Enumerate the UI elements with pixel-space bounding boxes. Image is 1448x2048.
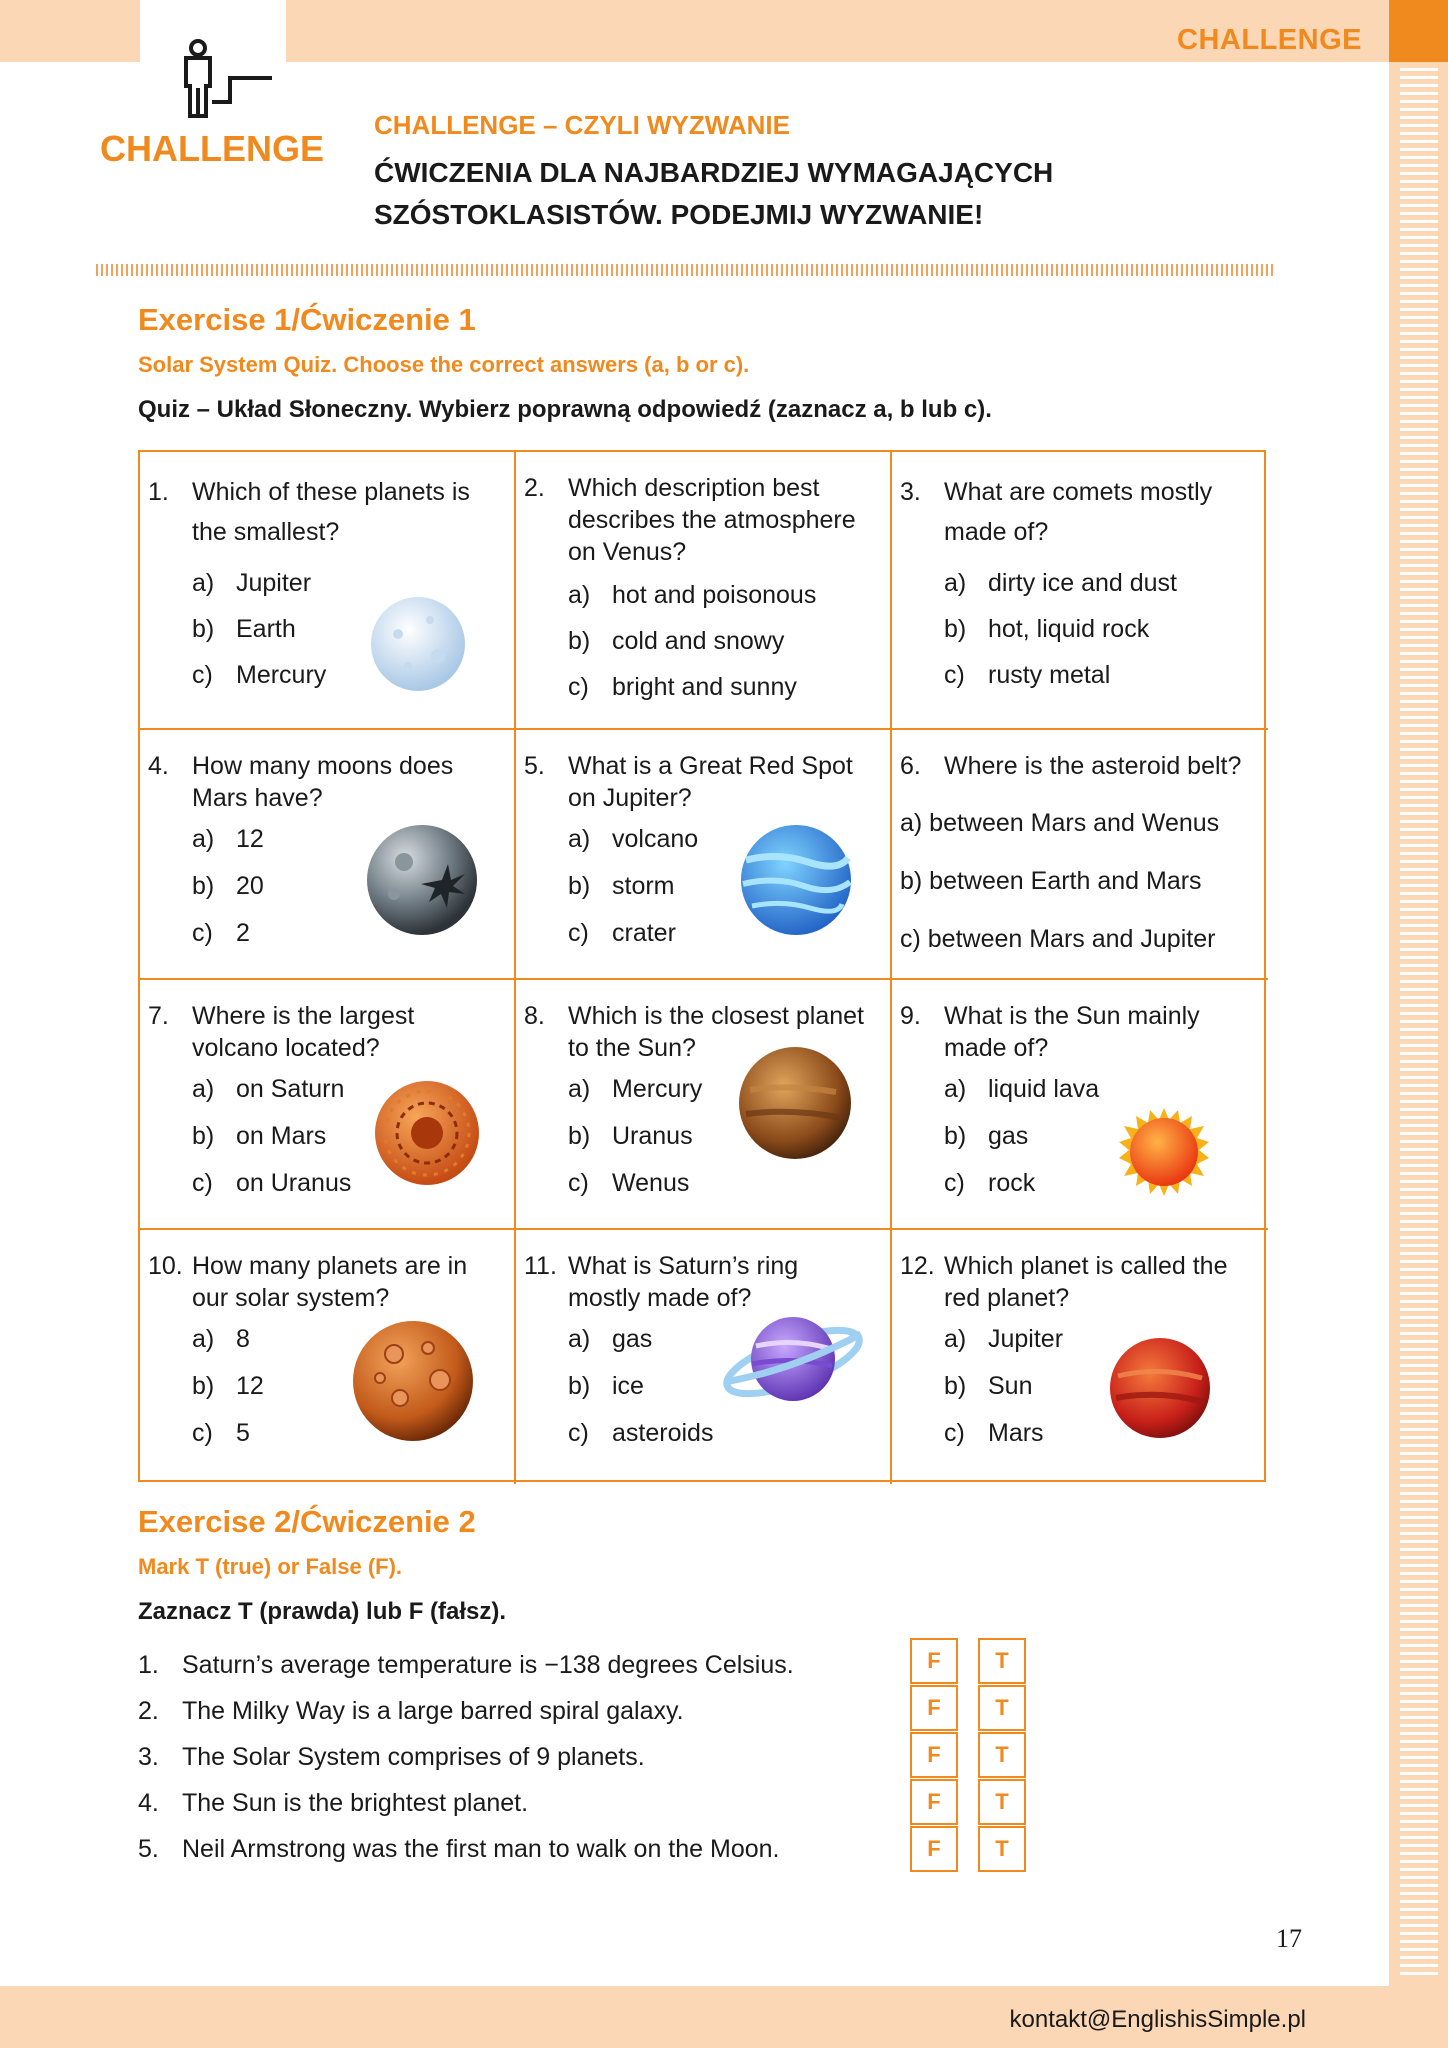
mars-cratered-icon <box>350 1318 476 1444</box>
question-number: 9. <box>900 1002 921 1030</box>
option-text: 12 <box>236 1372 264 1400</box>
option-text: Mercury <box>236 661 327 689</box>
option-letter: c) <box>568 919 589 947</box>
option-c[interactable] <box>524 664 890 710</box>
option-text: bright and sunny <box>612 673 797 701</box>
question-number: 3. <box>900 478 921 506</box>
option-letter: a) <box>944 1075 967 1103</box>
option-letter: a) <box>568 581 591 609</box>
orange-planet-icon <box>372 1078 482 1188</box>
question <box>524 472 890 568</box>
exercise-2-instruction-en: Mark T (true) or False (F). <box>138 1554 403 1579</box>
statement <box>138 1688 1038 1734</box>
question-number: 7. <box>148 1002 169 1030</box>
question-number: 10. <box>148 1252 183 1280</box>
option-c[interactable] <box>900 1410 1268 1457</box>
true-checkbox[interactable]: T <box>978 1685 1026 1731</box>
person-on-step-icon <box>178 38 274 118</box>
option-letter: b) <box>192 1122 215 1150</box>
header-title <box>374 152 1174 236</box>
statement <box>138 1780 1038 1826</box>
option-b[interactable] <box>524 618 890 664</box>
option-letter: c) <box>944 1169 965 1197</box>
statement-number: 3. <box>138 1742 159 1771</box>
option-text: 5 <box>236 1419 250 1447</box>
option-text: on Mars <box>236 1122 327 1150</box>
option-text: 12 <box>236 825 264 853</box>
header-title-line-1: ĆWICZENIA DLA NAJBARDZIEJ WYMAGAJĄCYCH <box>374 157 1054 188</box>
statement-number: 1. <box>138 1650 159 1679</box>
option-c[interactable] <box>524 1160 890 1207</box>
option-text: volcano <box>612 825 699 853</box>
option-text: c) between Mars and Jupiter <box>900 925 1216 953</box>
option-a[interactable] <box>900 794 1268 852</box>
option-text: dirty ice and dust <box>988 569 1177 597</box>
option-text: 20 <box>236 872 264 900</box>
option-text: rusty metal <box>988 661 1111 689</box>
quiz-cell-7 <box>140 980 516 1230</box>
statement-text: The Sun is the brightest planet. <box>182 1788 529 1817</box>
option-text: Mars <box>988 1419 1044 1447</box>
option-text: asteroids <box>612 1419 714 1447</box>
option-c[interactable] <box>900 652 1268 698</box>
quiz-cell-3 <box>892 452 1268 730</box>
option-text: Mercury <box>612 1075 703 1103</box>
question-number: 1. <box>148 478 169 506</box>
option-letter: a) <box>568 1075 591 1103</box>
quiz-cell-12 <box>892 1230 1268 1484</box>
option-text: Sun <box>988 1372 1033 1400</box>
option-a[interactable] <box>900 560 1268 606</box>
option-letter: c) <box>944 1419 965 1447</box>
option-text: gas <box>612 1325 653 1353</box>
question-text: How many moons does Mars have? <box>192 752 454 812</box>
option-text: hot and poisonous <box>612 581 817 609</box>
question-number: 2. <box>524 474 545 502</box>
question <box>148 1000 514 1064</box>
question-text: Which is the closest planet to the Sun? <box>568 1002 864 1062</box>
option-letter: c) <box>192 661 213 689</box>
option-letter: b) <box>568 1122 591 1150</box>
false-checkbox[interactable]: F <box>910 1779 958 1825</box>
quiz-cell-4 <box>140 730 516 980</box>
question <box>148 1250 514 1314</box>
question-text: What is the Sun mainly made of? <box>944 1002 1200 1062</box>
question <box>148 750 514 814</box>
option-text: liquid lava <box>988 1075 1100 1103</box>
exercise-1-instruction-pl: Quiz – Układ Słoneczny. Wybierz poprawną odpowiedź (zaznacz a, b lub c). <box>138 396 992 423</box>
option-text: Jupiter <box>988 1325 1064 1353</box>
statement-text: Neil Armstrong was the first man to walk on the Moon. <box>182 1834 780 1863</box>
quiz-cell-2 <box>516 452 892 730</box>
quiz-grid <box>138 450 1266 1482</box>
exercise-2-title: Exercise 2/Ćwiczenie 2 <box>138 1504 476 1539</box>
option-text: 2 <box>236 919 250 947</box>
header-title-line-2: SZÓSTOKLASISTÓW. PODEJMIJ WYZWANIE! <box>374 199 984 230</box>
option-letter: a) <box>568 1325 591 1353</box>
question <box>524 750 890 814</box>
logo-text: CHALLENGE <box>100 128 324 169</box>
red-planet-icon <box>1108 1336 1212 1440</box>
option-letter: c) <box>568 673 589 701</box>
true-false-boxes <box>910 1638 1026 1873</box>
option-letter: b) <box>568 627 591 655</box>
section-label: CHALLENGE <box>1177 24 1362 56</box>
true-checkbox[interactable]: T <box>978 1638 1026 1684</box>
question-number: 8. <box>524 1002 545 1030</box>
statement-text: The Solar System comprises of 9 planets. <box>182 1742 645 1771</box>
quiz-cell-8 <box>516 980 892 1230</box>
contact-email[interactable]: kontakt@EnglishisSimple.pl <box>1009 2006 1306 2033</box>
true-checkbox[interactable]: T <box>978 1779 1026 1825</box>
option-b[interactable] <box>900 606 1268 652</box>
option-text: Uranus <box>612 1122 693 1150</box>
question <box>900 472 1268 552</box>
option-letter: b) <box>192 872 215 900</box>
option-letter: a) <box>944 1325 967 1353</box>
option-letter: b) <box>568 872 591 900</box>
ringed-planet-icon <box>720 1304 866 1414</box>
quiz-cell-9 <box>892 980 1268 1230</box>
question-text: How many planets are in our solar system? <box>192 1252 468 1312</box>
option-text: ice <box>612 1372 644 1400</box>
option-text: b) between Earth and Mars <box>900 867 1202 895</box>
option-text: a) between Mars and Wenus <box>900 809 1220 837</box>
option-letter: a) <box>192 1325 215 1353</box>
option-text: hot, liquid rock <box>988 615 1150 643</box>
question-text: Which planet is called the red planet? <box>944 1252 1228 1312</box>
statement-text: Saturn’s average temperature is −138 degrees Celsius. <box>182 1650 794 1679</box>
quiz-cell-10 <box>140 1230 516 1484</box>
option-c[interactable] <box>900 910 1268 968</box>
question <box>900 1250 1268 1314</box>
quiz-cell-5 <box>516 730 892 980</box>
option-text: rock <box>988 1169 1036 1197</box>
exercise-2-instruction-pl: Zaznacz T (prawda) lub F (fałsz). <box>138 1598 507 1625</box>
question <box>148 472 514 552</box>
question <box>900 1000 1268 1064</box>
question-text: What is a Great Red Spot on Jupiter? <box>568 752 853 812</box>
option-a[interactable] <box>900 1316 1268 1363</box>
option-text: 8 <box>236 1325 250 1353</box>
exercise-1-title: Exercise 1/Ćwiczenie 1 <box>138 302 476 337</box>
question <box>900 750 1268 782</box>
statement <box>138 1642 1038 1688</box>
true-checkbox[interactable]: T <box>978 1732 1026 1778</box>
dotted-divider <box>96 264 1276 276</box>
option-a[interactable] <box>900 1066 1268 1113</box>
corner-block <box>1389 0 1448 62</box>
option-letter: b) <box>944 1372 967 1400</box>
quiz-cell-1 <box>140 452 516 730</box>
option-c[interactable] <box>524 1410 890 1457</box>
false-checkbox[interactable]: F <box>910 1732 958 1778</box>
option-a[interactable] <box>524 572 890 618</box>
header-subtitle: CHALLENGE – CZYLI WYZWANIE <box>374 110 790 140</box>
option-letter: c) <box>944 661 965 689</box>
cratered-planet-icon <box>364 822 480 938</box>
option-letter: a) <box>944 569 967 597</box>
question-number: 6. <box>900 752 921 780</box>
option-letter: b) <box>944 1122 967 1150</box>
option-text: Earth <box>236 615 296 643</box>
option-b[interactable] <box>900 852 1268 910</box>
option-text: Jupiter <box>236 569 312 597</box>
option-text: on Uranus <box>236 1169 352 1197</box>
option-letter: c) <box>192 919 213 947</box>
option-text: on Saturn <box>236 1075 345 1103</box>
false-checkbox[interactable]: F <box>910 1685 958 1731</box>
question-text: What are comets mostly made of? <box>944 478 1213 546</box>
option-letter: b) <box>944 615 967 643</box>
option-letter: a) <box>192 825 215 853</box>
question-text: What is Saturn’s ring mostly made of? <box>568 1252 799 1312</box>
quiz-cell-11 <box>516 1230 892 1484</box>
side-stripes <box>1400 68 1438 1980</box>
page-number: 17 <box>1276 1924 1302 1953</box>
sun-icon <box>1118 1106 1210 1198</box>
option-b[interactable] <box>900 1363 1268 1410</box>
option-text: gas <box>988 1122 1029 1150</box>
option-letter: c) <box>192 1169 213 1197</box>
question-number: 4. <box>148 752 169 780</box>
option-letter: c) <box>568 1169 589 1197</box>
brown-planet-icon <box>736 1044 854 1162</box>
option-letter: b) <box>192 1372 215 1400</box>
option-letter: c) <box>192 1419 213 1447</box>
option-letter: c) <box>568 1419 589 1447</box>
option-b[interactable] <box>900 1113 1268 1160</box>
option-text: cold and snowy <box>612 627 785 655</box>
moon-icon <box>368 594 468 694</box>
statement-number: 4. <box>138 1788 159 1817</box>
false-checkbox[interactable]: F <box>910 1638 958 1684</box>
question-text: Where is the largest volcano located? <box>192 1002 415 1062</box>
option-letter: a) <box>568 825 591 853</box>
statement <box>138 1826 1038 1872</box>
option-text: Wenus <box>612 1169 690 1197</box>
statement-number: 5. <box>138 1834 159 1863</box>
false-checkbox[interactable]: F <box>910 1826 958 1872</box>
option-text: storm <box>612 872 675 900</box>
exercise-1-instruction-en: Solar System Quiz. Choose the correct answers (a, b or c). <box>138 352 750 377</box>
statement <box>138 1734 1038 1780</box>
option-c[interactable] <box>900 1160 1268 1207</box>
quiz-cell-6 <box>892 730 1268 980</box>
statement-number: 2. <box>138 1696 159 1725</box>
question-number: 12. <box>900 1252 935 1280</box>
true-false-list <box>138 1642 1038 1872</box>
question-number: 11. <box>524 1252 557 1280</box>
question-number: 5. <box>524 752 545 780</box>
question-text: Which of these planets is the smallest? <box>192 478 470 546</box>
option-letter: a) <box>192 1075 215 1103</box>
option-letter: b) <box>568 1372 591 1400</box>
question-text: Which description best describes the atmosphere on Venus? <box>568 474 856 566</box>
option-letter: a) <box>192 569 215 597</box>
question-text: Where is the asteroid belt? <box>944 752 1242 780</box>
blue-planet-icon <box>738 822 854 938</box>
true-checkbox[interactable]: T <box>978 1826 1026 1872</box>
option-text: crater <box>612 919 676 947</box>
option-letter: b) <box>192 615 215 643</box>
statement-text: The Milky Way is a large barred spiral galaxy. <box>182 1696 684 1725</box>
